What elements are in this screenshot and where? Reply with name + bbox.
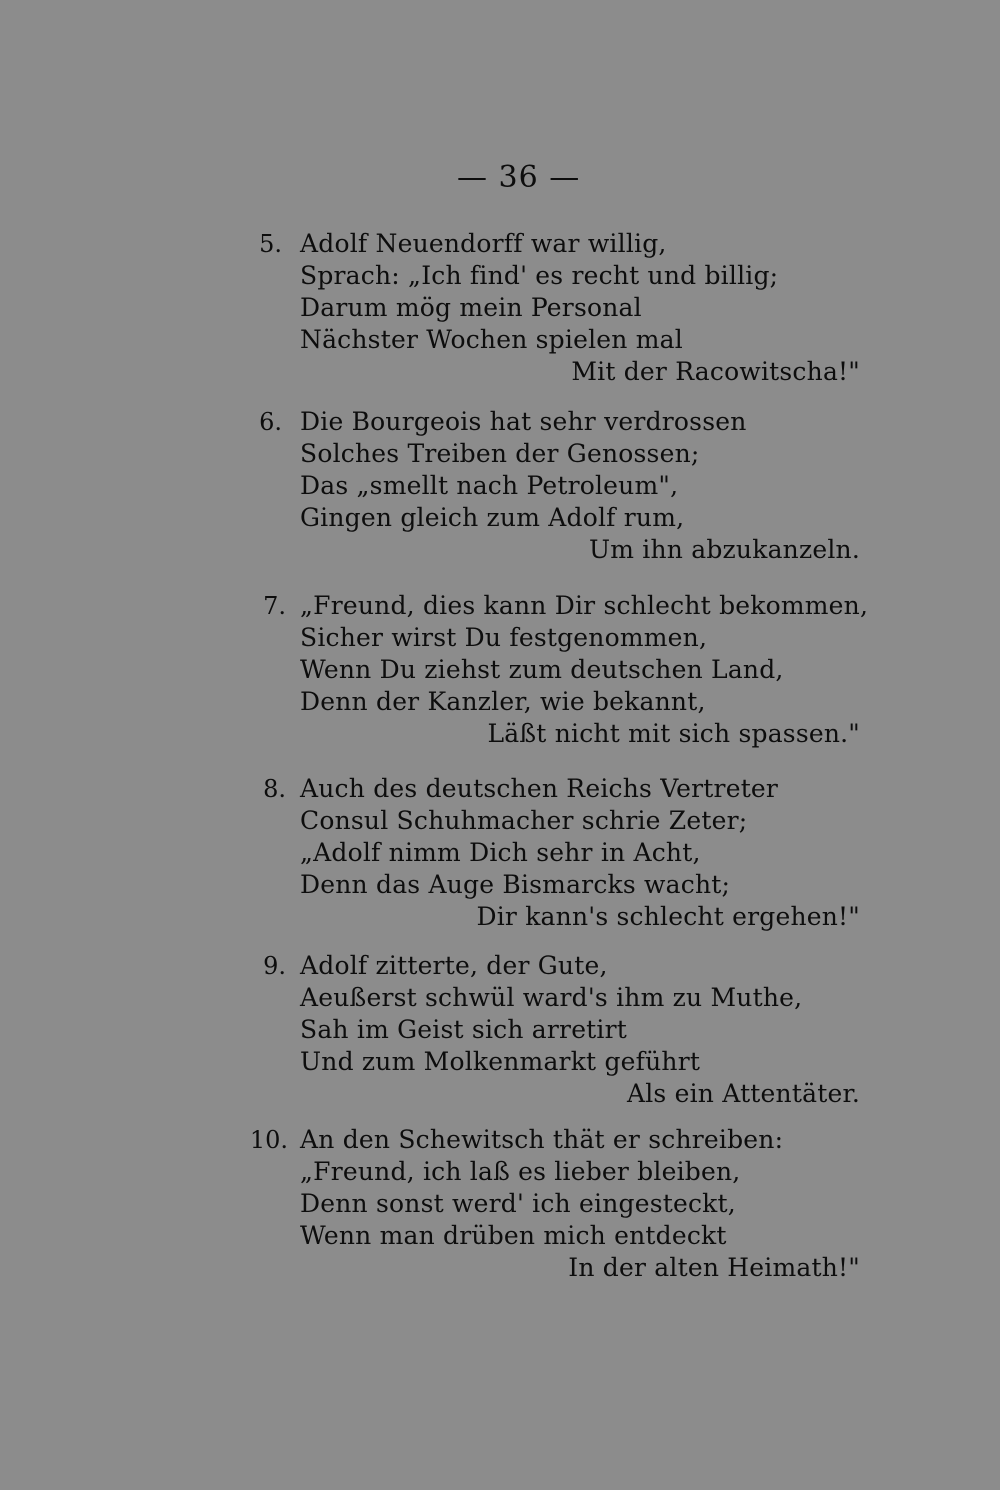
verse-line: Und zum Molkenmarkt geführt — [300, 1047, 701, 1076]
stanza-number: 7. — [263, 592, 286, 620]
verse-line: Denn sonst werd' ich eingesteckt, — [300, 1189, 736, 1218]
verse-line: Nächster Wochen spielen mal — [300, 325, 683, 354]
verse-line: „Freund, ich laß es lieber bleiben, — [300, 1157, 741, 1186]
verse-line: Wenn Du ziehst zum deutschen Land, — [300, 655, 784, 684]
verse-line: „Freund, dies kann Dir schlecht bekommen, — [300, 591, 869, 620]
verse-line-refrain: Um ihn abzukanzeln. — [588, 535, 860, 564]
verse-line-refrain: Läßt nicht mit sich spassen." — [487, 719, 860, 748]
verse-line: Denn der Kanzler, wie bekannt, — [300, 687, 706, 716]
stanza-number: 8. — [263, 775, 286, 803]
verse-line: Auch des deutschen Reichs Vertreter — [300, 774, 779, 803]
verse-line: Aeußerst schwül ward's ihm zu Muthe, — [300, 983, 803, 1012]
stanza-number: 5. — [259, 230, 282, 258]
stanza-number: 6. — [259, 408, 282, 436]
verse-line: Die Bourgeois hat sehr verdrossen — [300, 407, 747, 436]
verse-line: Wenn man drüben mich entdeckt — [300, 1221, 727, 1250]
verse-line-refrain: Als ein Attentäter. — [626, 1079, 860, 1108]
stanza-number: 10. — [249, 1126, 288, 1154]
verse-line-refrain: Mit der Racowitscha!" — [571, 357, 860, 386]
verse-line: Sah im Geist sich arretirt — [300, 1015, 628, 1044]
verse-line: Darum mög mein Personal — [300, 293, 642, 322]
verse-line: Adolf Neuendorff war willig, — [300, 229, 667, 258]
verse-line: An den Schewitsch thät er schreiben: — [300, 1125, 784, 1154]
verse-line: Sicher wirst Du festgenommen, — [300, 623, 708, 652]
verse-line: Consul Schuhmacher schrie Zeter; — [300, 806, 748, 835]
verse-line: Denn das Auge Bismarcks wacht; — [300, 870, 731, 899]
verse-line-refrain: In der alten Heimath!" — [568, 1253, 860, 1282]
stanza-number: 9. — [263, 952, 286, 980]
verse-line: „Adolf nimm Dich sehr in Acht, — [300, 838, 701, 867]
page-number: — 36 — — [457, 160, 581, 195]
verse-line: Adolf zitterte, der Gute, — [300, 951, 608, 980]
verse-line-refrain: Dir kann's schlecht ergehen!" — [476, 902, 860, 931]
verse-line: Solches Treiben der Genossen; — [300, 439, 700, 468]
verse-line: Gingen gleich zum Adolf rum, — [300, 503, 685, 532]
verse-line: Sprach: „Ich find' es recht und billig; — [300, 261, 779, 290]
verse-line: Das „smellt nach Petroleum", — [300, 471, 679, 500]
